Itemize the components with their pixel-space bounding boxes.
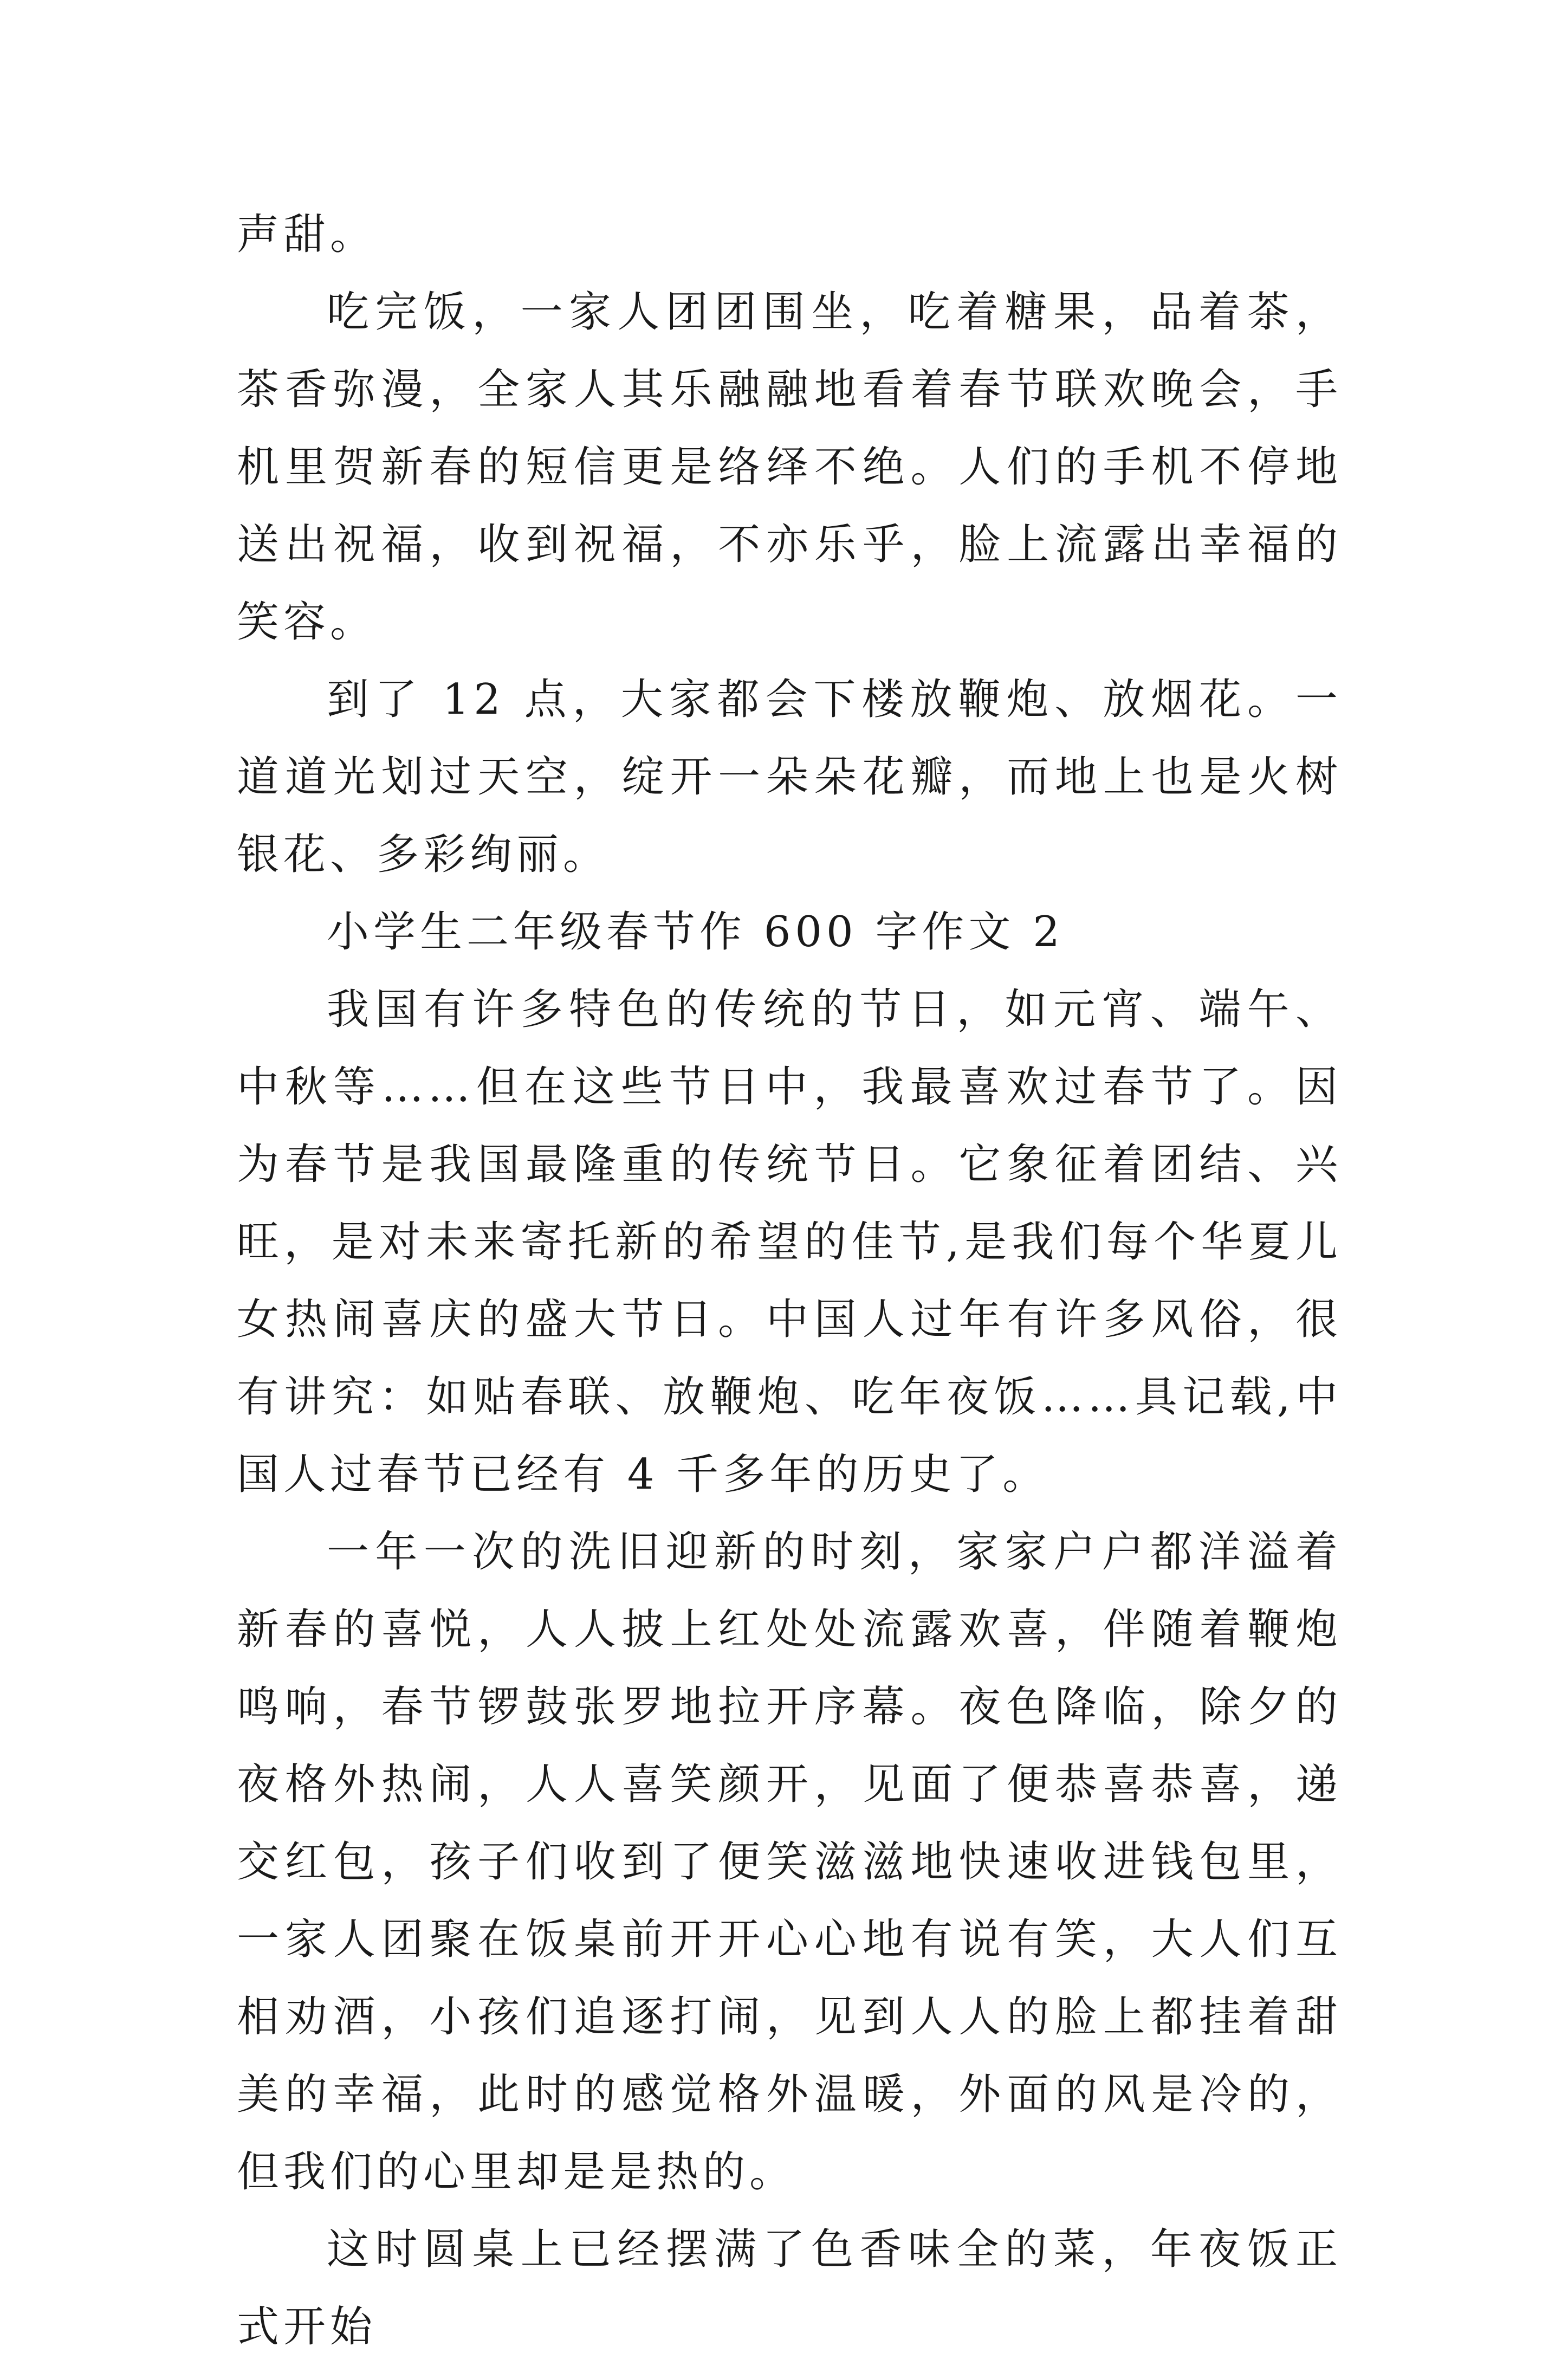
paragraph-dinner: 吃完饭，一家人团团围坐，吃着糖果，品着茶，茶香弥漫，全家人其乐融融地看着春节联欢晚会，手机里贺新春的短信更是络绎不绝。人们的手机不停地送出祝福，收到祝福，不亦乐乎，脸上流露出幸福的笑容。 <box>237 288 1342 647</box>
paragraph-continuation: 声甜。 <box>237 210 377 259</box>
document-body <box>237 196 1342 2366</box>
paragraph-new-year-eve: 一年一次的洗旧迎新的时刻，家家户户都洋溢着新春的喜悦，人人披上红处处流露欢喜，伴随着鞭炮鸣响，春节锣鼓张罗地拉开序幕。夜色降临，除夕的夜格外热闹，人人喜笑颜开，见面了便恭喜恭喜，递交红包，孩子们收到了便笑滋滋地快速收进钱包里，一家人团聚在饭桌前开开心心地有说有笑，大人们互相劝酒，小孩们追逐打闹，见到人人的脸上都挂着甜美的幸福，此时的感觉格外温暖，外面的风是冷的，但我们的心里却是是热的。 <box>237 1528 1342 2196</box>
paragraph-festivals: 我国有许多特色的传统的节日，如元宵、端午、中秋等……但在这些节日中，我最喜欢过春节了。因为春节是我国最隆重的传统节日。它象征着团结、兴旺，是对未来寄托新的希望的佳节,是我们每个华夏儿女热闹喜庆的盛大节日。中国人过年有许多风俗，很有讲究：如贴春联、放鞭炮、吃年夜饭……具记载,中国人过春节已经有 4 千多年的历史了。 <box>237 985 1342 1499</box>
essay-heading: 小学生二年级春节作 600 字作文 2 <box>327 908 1064 956</box>
paragraph-fireworks: 到了 12 点，大家都会下楼放鞭炮、放烟花。一道道光划过天空，绽开一朵朵花瓣，而地上也是火树银花、多彩绚丽。 <box>237 675 1342 879</box>
paragraph-dinner-begins: 这时圆桌上已经摆满了色香味全的菜，年夜饭正式开始 <box>237 2225 1342 2351</box>
